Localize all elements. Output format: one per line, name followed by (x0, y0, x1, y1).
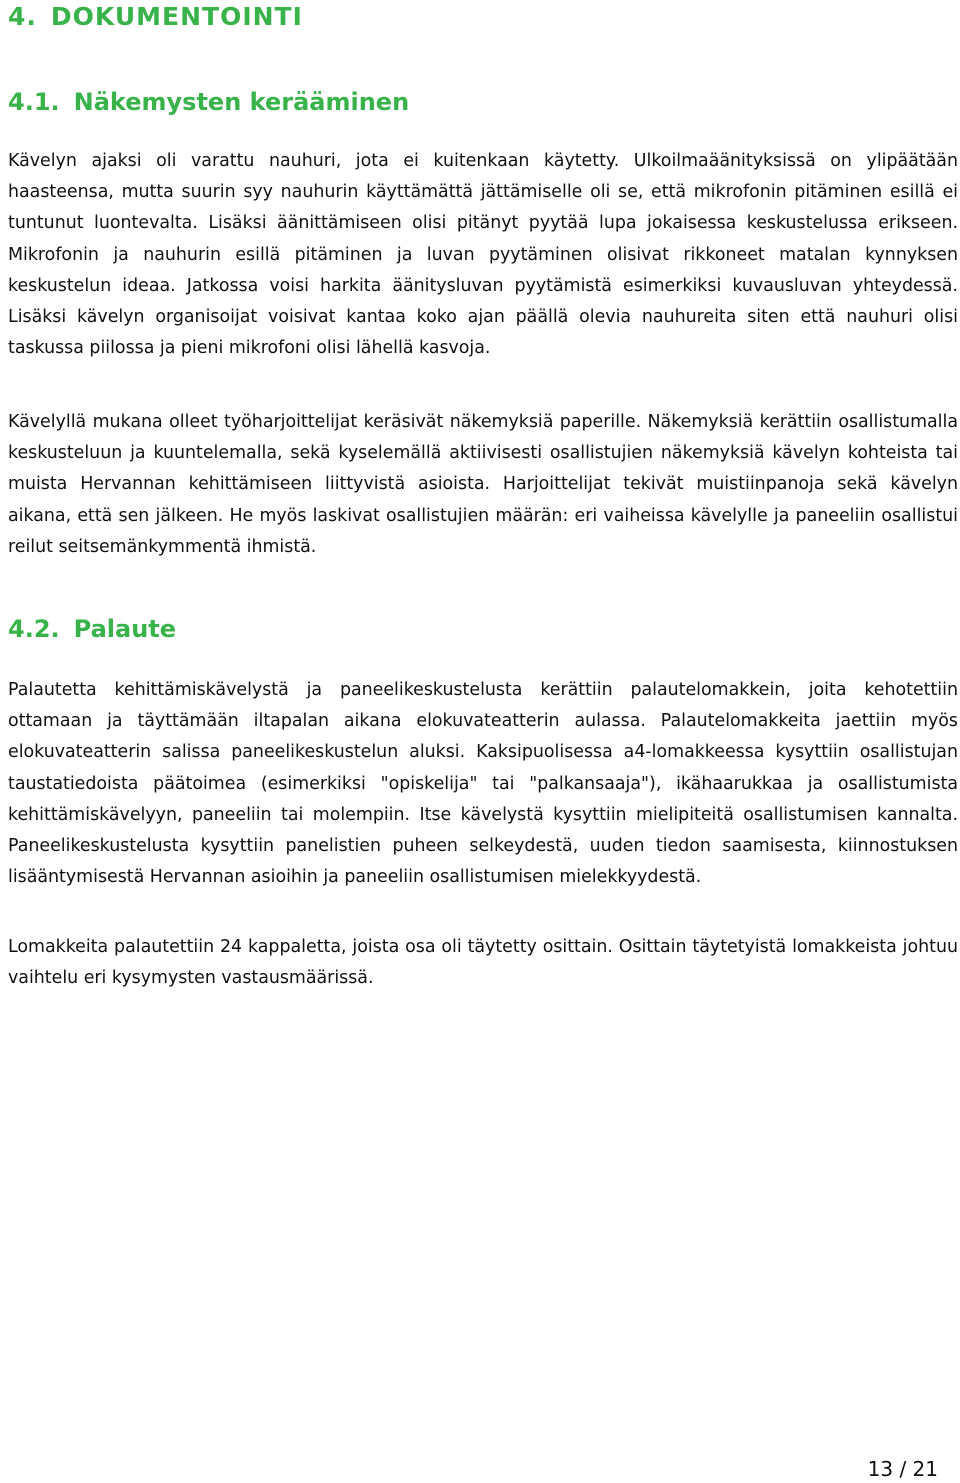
chapter-heading (8, 2, 303, 31)
paragraph: Palautetta kehittämiskävelystä ja paneelikeskustelusta kerättiin palautelomakkein, joita kehotettiin ottamaan ja täyttämään iltapalan aikana elokuvateatterin aulassa. Palautelomakkeita jaettiin myös elokuvateatterin salissa paneelikeskustelun aluksi. Kaksipuolisessa a4-lomakkeessa kysyttiin osallistujan taustatiedoista päätoimea (esimerkiksi "opiskelija" tai "palkansaaja"), ikähaarukkaa ja osallistumista kehittämiskävelyyn, paneeliin tai molempiin. Itse kävelystä kysyttiin mielipiteitä osallistumisen kannalta. Paneelikeskustelusta kysyttiin panelistien puheen selkeydestä, uuden tiedon saamisesta, kiinnostuksen lisääntymisestä Hervannan asioihin ja paneeliin osallistumisen mielekkyydestä. (8, 680, 958, 888)
paragraph: Lomakkeita palautettiin 24 kappaletta, joista osa oli täytetty osittain. Osittain täytetyistä lomakkeista johtuu vaihtelu eri kysymysten vastausmäärissä. (8, 937, 958, 989)
chapter-title: DOKUMENTOINTI (50, 2, 303, 31)
section-heading-4-1 (8, 88, 409, 116)
chapter-number: 4. (8, 2, 37, 31)
section-number: 4.2. (8, 615, 60, 643)
section-title: Palaute (73, 615, 177, 643)
page-number: 13 / 21 (867, 1457, 938, 1481)
section-heading-4-2 (8, 615, 176, 643)
paragraph: Kävelyllä mukana olleet työharjoittelijat keräsivät näkemyksiä paperille. Näkemyksiä kerättiin osallistumalla keskusteluun ja kuuntelemalla, sekä kyselemällä aktiivisesti osallistujien näkemyksiä kävelyn kohteista tai muista Hervannan kehittämiseen liittyvistä asioista. Harjoittelijat tekivät muistiinpanoja sekä kävelyn aikana, että sen jälkeen. He myös laskivat osallistujien määrän: eri vaiheissa kävelylle ja paneeliin osallistui reilut seitsemänkymmentä ihmistä. (8, 412, 958, 557)
section-number: 4.1. (8, 88, 60, 116)
paragraph: Kävelyn ajaksi oli varattu nauhuri, jota ei kuitenkaan käytetty. Ulkoilmaäänityksissä on ylipäätään haasteensa, mutta suurin syy nauhurin käyttämättä jättämiselle oli se, että mikrofonin pitäminen esillä ei tuntunut luontevalta. Lisäksi äänittämiseen olisi pitänyt pyytää lupa jokaisessa keskustelussa erikseen. Mikrofonin ja nauhurin esillä pitäminen ja luvan pyytäminen olisivat rikkoneet matalan kynnyksen keskustelun ideaa. Jatkossa voisi harkita äänitysluvan pyytämistä esimerkiksi kuvausluvan yhteydessä. Lisäksi kävelyn organisoijat voisivat kantaa koko ajan päällä olevia nauhureita siten että nauhuri olisi taskussa piilossa ja pieni mikrofoni olisi lähellä kasvoja. (8, 151, 958, 359)
section-title: Näkemysten kerääminen (73, 88, 410, 116)
